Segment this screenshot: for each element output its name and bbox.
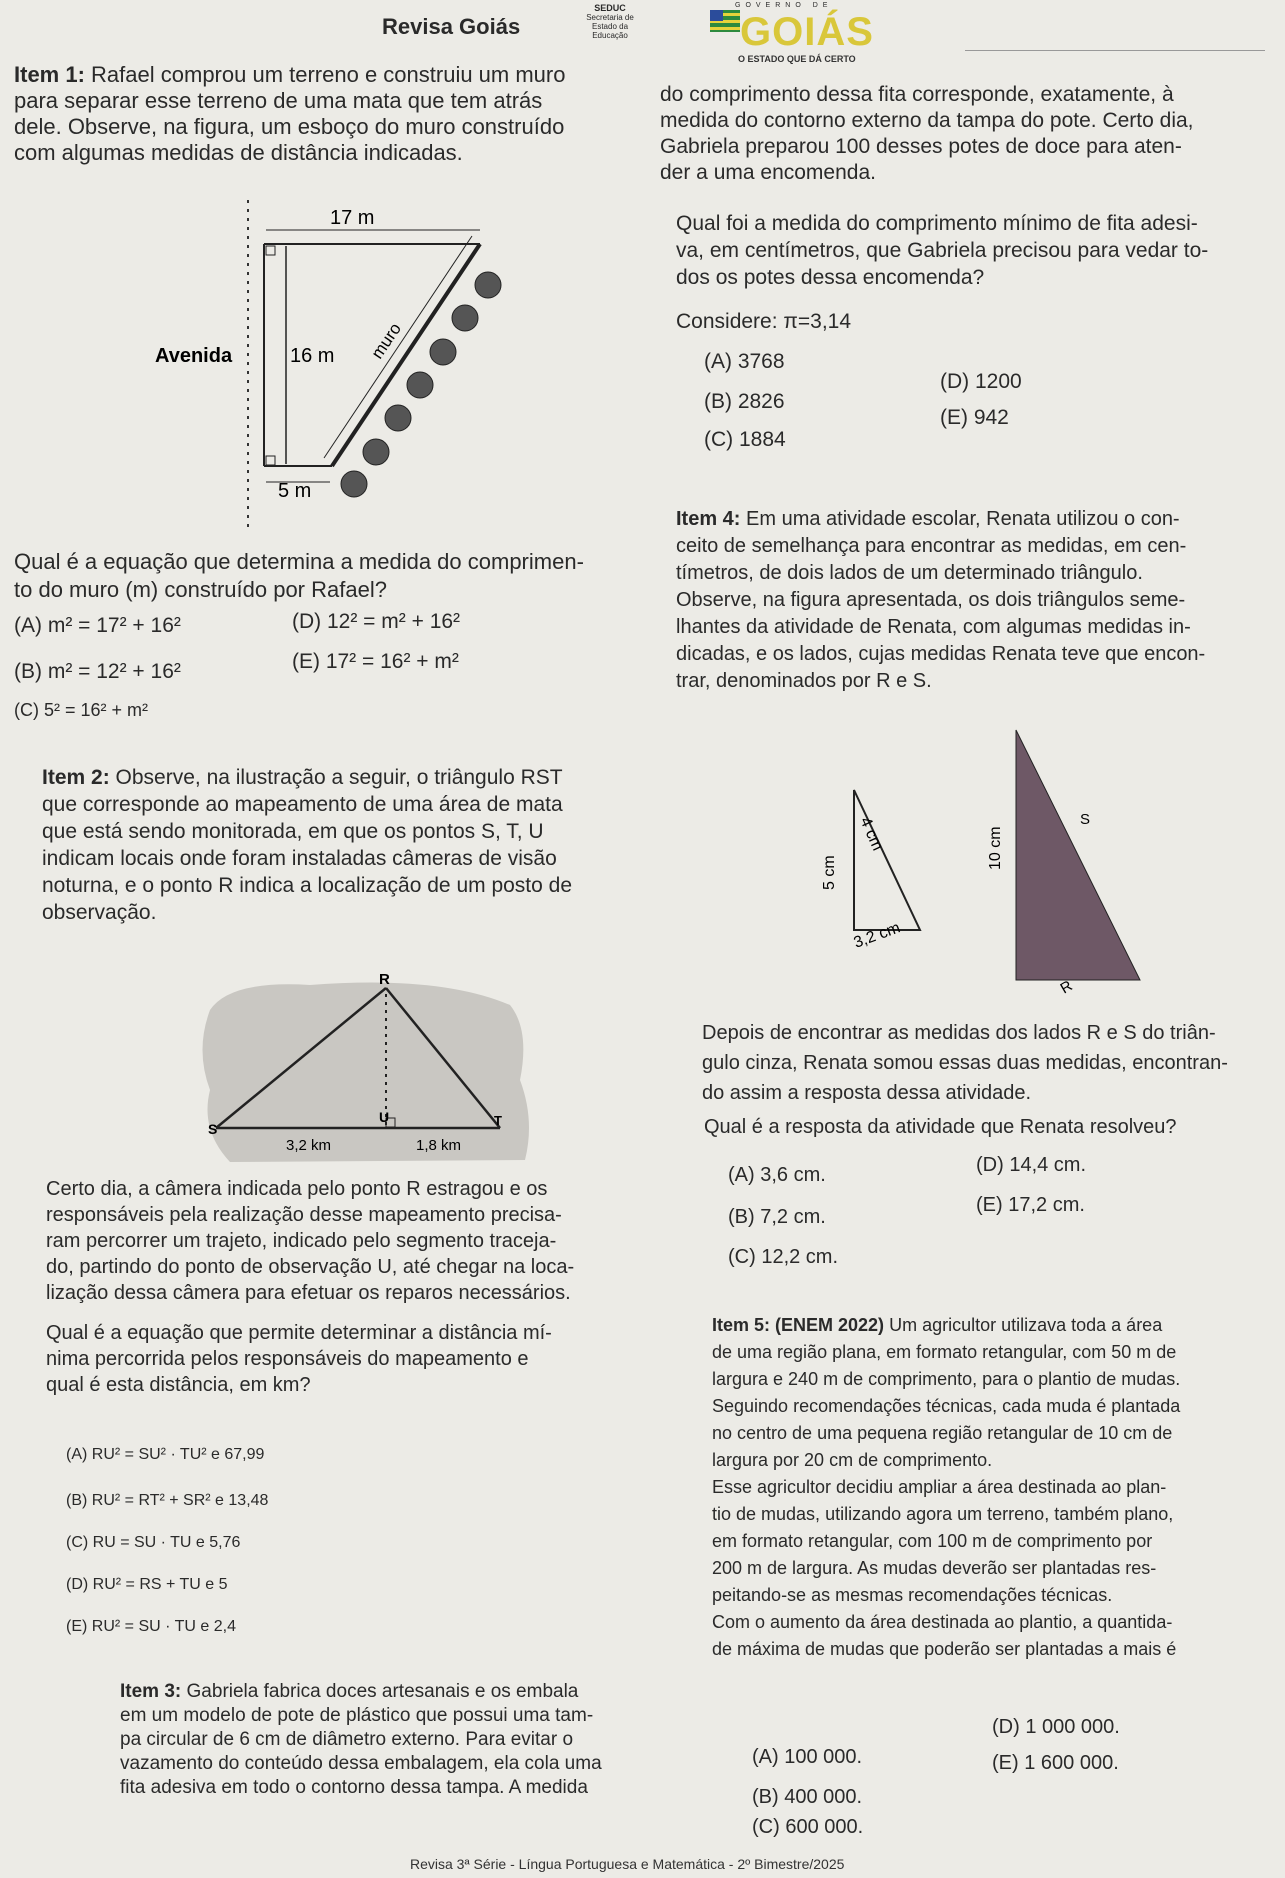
item2-option-d[interactable]: (D) RU² = RS + TU e 5 xyxy=(66,1576,228,1593)
seduc-logo: SEDUC Secretaria de Estado da Educação xyxy=(586,3,634,40)
item4-fig-s: S xyxy=(1080,811,1091,828)
brand-title: Revisa Goiás xyxy=(382,14,521,39)
item4-fig-a: 4 cm xyxy=(856,814,886,854)
header xyxy=(0,0,1285,68)
item3-option-d[interactable]: (D) 1200 xyxy=(940,370,1022,393)
item2-fig-u: U xyxy=(379,1109,390,1125)
item2-option-c[interactable]: (C) RU = SU · TU e 5,76 xyxy=(66,1534,241,1551)
item5-option-c[interactable]: (C) 600 000. xyxy=(752,1816,864,1838)
item2-fig-su: 3,2 km xyxy=(286,1137,332,1154)
item5-option-b[interactable]: (B) 400 000. xyxy=(752,1786,863,1808)
item4-option-a[interactable]: (A) 3,6 cm. xyxy=(728,1164,826,1186)
item3-consider: Considere: π=3,14 xyxy=(676,310,852,333)
item2-option-e[interactable]: (E) RU² = SU · TU e 2,4 xyxy=(66,1618,236,1635)
item4-fig-c: 3,2 cm xyxy=(851,919,903,952)
item3-option-b[interactable]: (B) 2826 xyxy=(704,390,785,413)
item1-wall-figure xyxy=(150,190,570,540)
item1-option-e[interactable]: (E) 17² = 16² + m² xyxy=(292,650,459,673)
gov-top-text: GOVERNO DE xyxy=(735,2,833,9)
item3-option-e[interactable]: (E) 942 xyxy=(940,406,1009,429)
item3-question: Qual foi a medida do comprimento mínimo de fita adesi- va, em centímetros, que Gabriela precisou para vedar to- dos os potes dessa encomenda? xyxy=(676,212,1209,289)
item1-option-c[interactable]: (C) 5² = 16² + m² xyxy=(14,700,149,720)
item4-option-c[interactable]: (C) 12,2 cm. xyxy=(728,1246,839,1268)
item3-option-c[interactable]: (C) 1884 xyxy=(704,428,786,451)
gov-logo-name: GOIÁS xyxy=(740,10,874,54)
item1-fig-left: 16 m xyxy=(290,345,335,367)
item3-text: Item 3: Gabriela fabrica doces artesanais e os embala em um modelo de pote de plástico que possui uma tam- pa circular de 6 cm de diâmetro externo. Para evitar o vazamento do conteúdo dessa embalagem, ela cola uma fita adesiva em todo o contorno dessa tampa. A medida xyxy=(120,1681,602,1798)
item2-option-a[interactable]: (A) RU² = SU² · TU² e 67,99 xyxy=(66,1446,265,1463)
item5-text: Item 5: (ENEM 2022) Um agricultor utilizava toda a área de uma região plana, em formato retangular, com 50 m de largura e 240 m de comprimento, para o plantio de mudas. Seguindo recomendações técnicas, cada muda é plantada no centro de uma pequena região retangular de 10 cm de largura por 20 cm de comprimento. Esse agricultor decidiu ampliar a área destinada ao plan- tio de mudas, utilizando agora um terreno, também plano, em formato retangular, com 100 m de comprimento por 200 m de largura. As mudas deverão ser plantadas res- peitando-se as mesmas recomendações técnicas. Com o aumento da área destinada ao plantio, a quantida- de máxima de mudas que poderão ser plantadas a mais é xyxy=(712,1315,1181,1659)
item4-fig-d: 10 cm xyxy=(987,826,1004,870)
item1-fig-street: Avenida xyxy=(155,345,233,367)
item1-fig-wall: muro xyxy=(367,319,405,363)
item3-continuation: do comprimento dessa fita corresponde, exatamente, à medida do contorno externo da tampa do pote. Certo dia, Gabriela preparou 100 desses potes de doce para aten- der a uma encomenda. xyxy=(660,83,1194,184)
item2-option-b[interactable]: (B) RU² = RT² + SR² e 13,48 xyxy=(66,1492,269,1509)
item2-text: Item 2: Observe, na ilustração a seguir, o triângulo RST que corresponde ao mapeamento de uma área de mata que está sendo monitorada, em que os pontos S, T, U indicam locais onde foram instaladas câmeras de visão noturna, e o ponto R indica a localização de um posto de observação. xyxy=(42,766,573,924)
item4-option-b[interactable]: (B) 7,2 cm. xyxy=(728,1206,826,1228)
header-rule xyxy=(965,50,1265,51)
item5-option-e[interactable]: (E) 1 600 000. xyxy=(992,1752,1119,1774)
item2-fig-r: R xyxy=(379,971,390,988)
item2-label: Item 2: xyxy=(42,766,110,789)
item1-question: Qual é a equação que determina a medida do comprimen- to do muro (m) construído por Rafael? xyxy=(14,549,584,602)
item1-label: Item 1: xyxy=(14,62,85,87)
item3-label: Item 3: xyxy=(120,1681,182,1702)
item5-option-d[interactable]: (D) 1 000 000. xyxy=(992,1716,1120,1738)
item2-triangle-figure xyxy=(190,970,540,1170)
item2-text2: Certo dia, a câmera indicada pelo ponto R estragou e os responsáveis pela realização desse mapeamento precisa- ram percorrer um trajeto, indicado pelo segmento traceja- do, partindo do ponto de observação U, até chegar na loca- lização dessa câmera para efetuar os reparos necessários. xyxy=(46,1178,575,1304)
item1-fig-bottom: 5 m xyxy=(278,480,312,502)
item3-option-a[interactable]: (A) 3768 xyxy=(704,350,785,373)
item5-label: Item 5: (ENEM 2022) xyxy=(712,1315,885,1335)
page-footer: Revisa 3ª Série - Língua Portuguesa e Matemática - 2º Bimestre/2025 xyxy=(410,1856,845,1872)
item4-option-d[interactable]: (D) 14,4 cm. xyxy=(976,1154,1087,1176)
item1-text: Item 1: Rafael comprou um terreno e construiu um muro para separar esse terreno de uma mata que tem atrás dele. Observe, na figura, um esboço do muro construído com algumas medidas de distância indicadas. xyxy=(14,62,566,165)
item2-fig-t: T xyxy=(494,1113,502,1128)
item5-option-a[interactable]: (A) 100 000. xyxy=(752,1746,863,1768)
item1-option-a[interactable]: (A) m² = 17² + 16² xyxy=(14,614,181,637)
item2-question: Qual é a equação que permite determinar a distância mí- nima percorrida pelos responsáveis do mapeamento e qual é esta distância, em km? xyxy=(46,1322,552,1396)
item4-fig-r: R xyxy=(1057,977,1076,998)
item4-label: Item 4: xyxy=(676,508,741,530)
gov-tagline: O ESTADO QUE DÁ CERTO xyxy=(738,54,856,64)
item1-option-b[interactable]: (B) m² = 12² + 16² xyxy=(14,660,181,683)
item4-triangles-figure xyxy=(820,720,1260,1020)
item4-text: Item 4: Em uma atividade escolar, Renata utilizou o con- ceito de semelhança para encontrar as medidas, em cen- tímetros, de dois lados de um determinado triângulo. Observe, na figura apresentada, os dois triângulos seme- lhantes da atividade de Renata, com algumas medidas in- dicadas, e os lados, cujas medidas Renata teve que encon- trar, denominados por R e S. xyxy=(676,508,1206,692)
item4-option-e[interactable]: (E) 17,2 cm. xyxy=(976,1194,1085,1216)
item4-fig-b: 5 cm xyxy=(821,855,838,890)
item2-fig-s: S xyxy=(208,1121,218,1137)
item4-after: Depois de encontrar as medidas dos lados R e S do triân- gulo cinza, Renata somou essas duas medidas, encontran- do assim a resposta dessa atividade. xyxy=(702,1022,1228,1104)
goias-flag-icon xyxy=(710,10,740,32)
item1-option-d[interactable]: (D) 12² = m² + 16² xyxy=(292,610,461,633)
item2-fig-ut: 1,8 km xyxy=(416,1137,462,1154)
item1-fig-top: 17 m xyxy=(330,207,375,229)
item4-question: Qual é a resposta da atividade que Renata resolveu? xyxy=(704,1116,1177,1138)
